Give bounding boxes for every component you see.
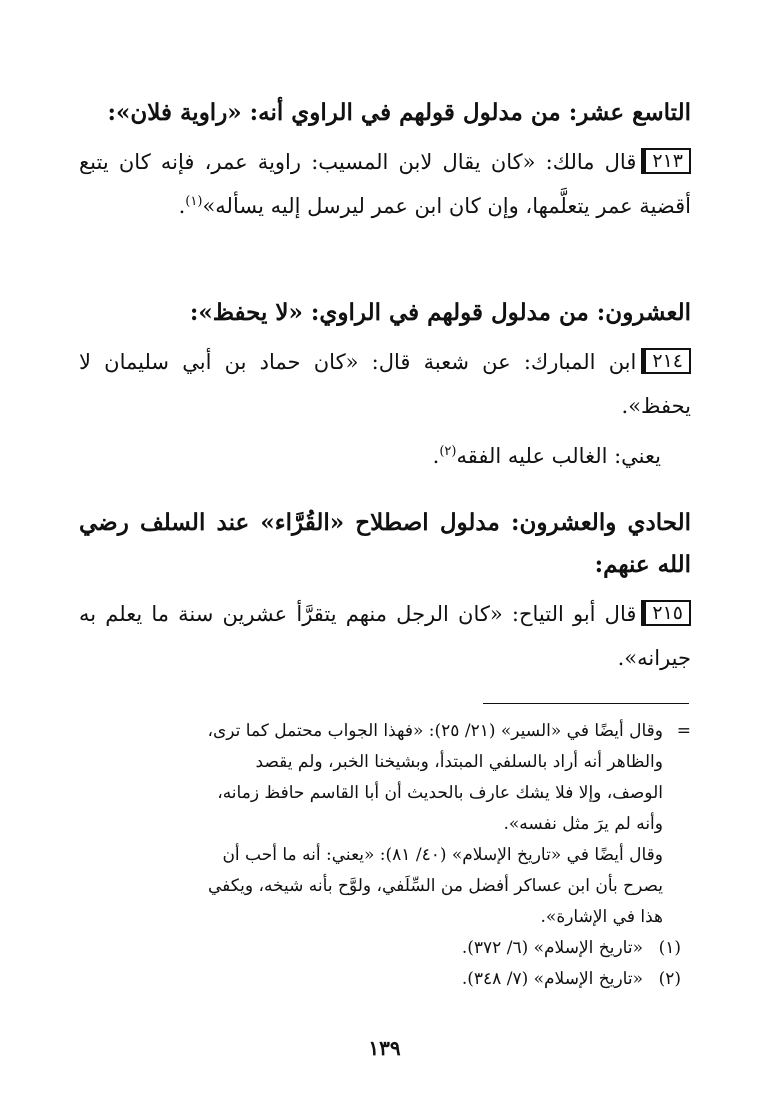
footnote-item-1 [79, 933, 691, 964]
footnote-ref-1: (١) [185, 194, 203, 209]
narration-text: ابن المبارك: عن شعبة قال: «كان حماد بن أبي سليمان لا يحفظ». [79, 350, 691, 418]
narration-text: قال مالك: «كان يقال لابن المسيب: راوية عمر، فإنه كان يتبع أقضية عمر يتعلَّمها، وإن كان ابن عمر ليرسل إليه يسأله» [79, 150, 691, 218]
narration-215 [79, 592, 691, 680]
narration-number: ٢١٥ [644, 600, 691, 626]
footnote-line: وأنه لم يرَ مثل نفسه». [503, 814, 663, 834]
footnotes [79, 716, 691, 995]
section-heading-19 [79, 92, 691, 134]
footnote-ref-2: (٢) [439, 444, 457, 459]
footnote-item-2 [79, 964, 691, 995]
footnote-line: هذا في الإشارة». [540, 907, 663, 927]
section-heading-21 [79, 502, 691, 586]
footnote-number: (١) [658, 938, 681, 958]
footnote-line: يصرح بأن ابن عساكر أفضل من السِّلَفي، ولوَّح بأنه شيخه، ويكفي [207, 876, 663, 896]
narration-end: . [178, 194, 186, 218]
explanation-note [79, 434, 691, 478]
footnote-continuation [79, 716, 691, 747]
narration-214 [79, 340, 691, 428]
footnote-line: الوصف، وإلا فلا يشك عارف بالحديث أن أبا القاسم حافظ زمانه، [217, 783, 663, 803]
footnote-divider [483, 703, 689, 704]
footnote-line: وقال أيضًا في «السير» (٢١/ ٢٥): «فهذا الجواب محتمل كما ترى، [207, 721, 663, 741]
narration-text: قال أبو التياح: «كان الرجل منهم يتقرَّأ عشرين سنة ما يعلم به جيرانه». [79, 602, 691, 670]
section-heading-20 [79, 292, 691, 334]
note-end: . [432, 444, 440, 468]
narration-number: ٢١٣ [644, 148, 691, 174]
heading-text: التاسع عشر: من مدلول قولهم في الراوي أنه: «راوية فلان»: [107, 99, 691, 126]
continuation-mark: = [676, 721, 691, 741]
footnote-number: (٢) [658, 969, 681, 989]
footnote-line: والظاهر أنه أراد بالسلفي المبتدأ، وبشيخنا الخبر، ولم يقصد [255, 752, 663, 772]
heading-text: الحادي والعشرون: مدلول اصطلاح «القُرَّاء» عند السلف رضي الله عنهم: [79, 509, 691, 578]
footnote-text: «تاريخ الإسلام» (٧/ ٣٤٨). [461, 969, 643, 989]
footnote-text: «تاريخ الإسلام» (٦/ ٣٧٢). [461, 938, 643, 958]
footnote-line: وقال أيضًا في «تاريخ الإسلام» (٤٠/ ٨١): «يعني: أنه ما أحب أن [222, 845, 663, 865]
heading-text: العشرون: من مدلول قولهم في الراوي: «لا يحفظ»: [189, 299, 691, 326]
note-text: يعني: الغالب عليه الفقه [456, 444, 661, 468]
narration-number: ٢١٤ [644, 348, 691, 374]
narration-213 [79, 140, 691, 228]
page-number: ١٣٩ [368, 1036, 401, 1060]
